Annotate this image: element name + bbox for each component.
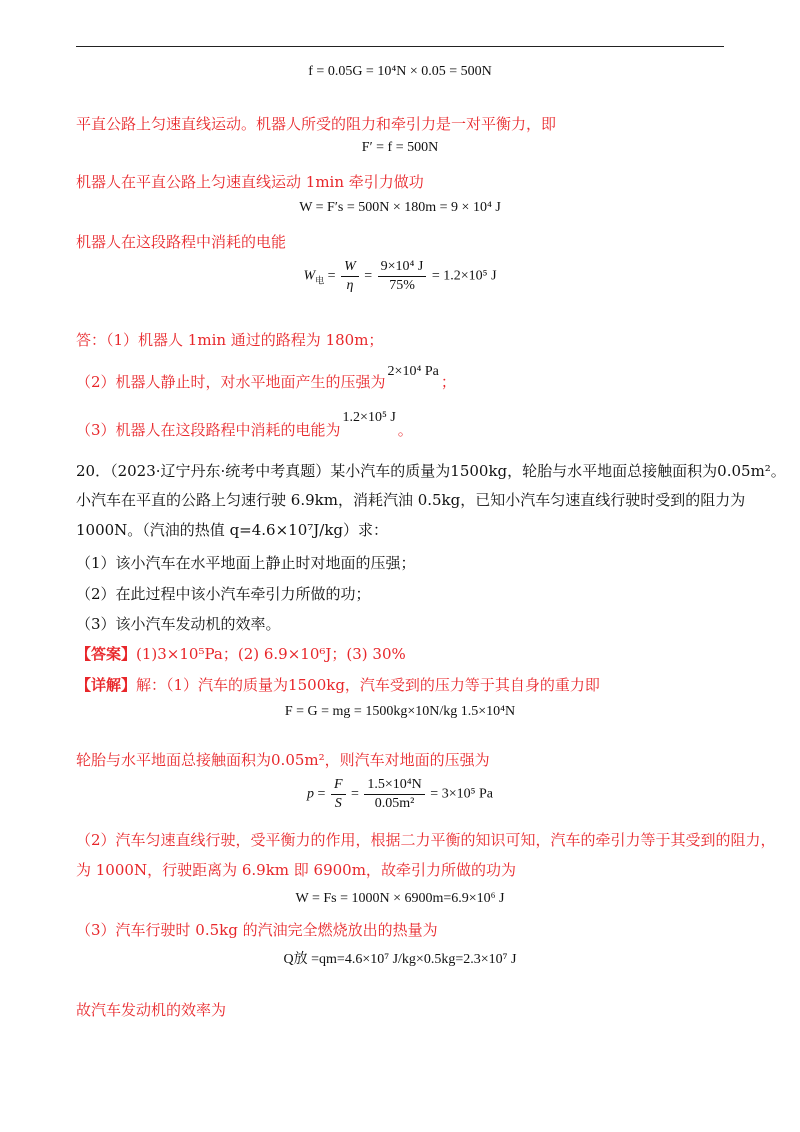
header-rule — [76, 46, 724, 47]
answer-2-suffix: ； — [440, 373, 456, 391]
explanation-text-1: 解：（1）汽车的质量为1500kg，汽车受到的压力等于其自身的重力即 — [136, 676, 600, 694]
work-formula: W = F′s = 500N × 180m = 9 × 10⁴ J — [299, 200, 501, 215]
pressure-frac1-den: S — [334, 796, 342, 811]
answer-line-2 — [76, 364, 456, 394]
traction-work-formula: W = Fs = 1000N × 6900m=6.9×10⁶ J — [295, 891, 505, 906]
explanation-line-4: 为 1000N，行驶距离为 6.9km 即 6900m，故牵引力所做的功为 — [76, 861, 516, 879]
friction-formula: f = 0.05G = 10⁴N × 0.05 = 500N — [308, 64, 492, 79]
pressure-frac-2 — [364, 776, 424, 813]
answer-label: 【答案】 — [76, 645, 137, 663]
pressure-result: = 3×10⁵ Pa — [430, 786, 493, 802]
question-line-3: 1000N。（汽油的热值 q=4.6×10⁷J/kg）求： — [76, 521, 389, 539]
explanation-line-1 — [76, 675, 600, 695]
energy-formula: $W_电$ = $\frac{W}{\eta}$ = $\frac{\text{9×10⁴ J}}{75\%}$ = 1.2×10⁵ J — [303, 259, 497, 293]
heat-formula: Q放 =qm=4.6×10⁷ J/kg×0.5kg=2.3×10⁷ J — [283, 952, 517, 967]
pressure-frac1-num: F — [331, 776, 346, 795]
pressure-frac2-den: 0.05m² — [374, 796, 415, 811]
answer-2-prefix: （2）机器人静止时，对水平地面产生的压强为 — [76, 373, 386, 391]
pressure-frac-1 — [331, 776, 346, 813]
pressure-formula: p = $\frac{F}{S}$ = $\frac{\text{1.5×10⁴N}}{\text{0.05m²}}$ = 3×10⁵ Pa — [307, 777, 493, 811]
energy-frac-2 — [378, 258, 427, 295]
explanation-line-3: （2）汽车匀速直线行驶，受平衡力的作用，根据二力平衡的知识可知，汽车的牵引力等于其受到的阻力， — [76, 831, 776, 849]
answer-line-3 — [76, 410, 413, 442]
question-sub-1: （1）该小汽车在水平地面上静止时对地面的压强； — [76, 554, 416, 572]
energy-lhs-sub: 电 — [315, 275, 325, 286]
answer-line — [76, 644, 406, 664]
weight-formula: F = G = mg = 1500kg×10N/kg 1.5×10⁴N — [284, 704, 516, 719]
energy-frac1-den: η — [346, 278, 354, 293]
energy-frac2-den: 75% — [389, 278, 415, 293]
explanation-line-6: 故汽车发动机的效率为 — [76, 1001, 227, 1019]
answer-3-value: 1.2×10⁵ J — [342, 410, 396, 425]
question-line-1: 20．（2023·辽宁丹东·统考中考真题）某小汽车的质量为1500kg，轮胎与水平地面总接触面积为0.05m²。 — [76, 462, 786, 480]
balance-text: 平直公路上匀速直线运动。机器人所受的阻力和牵引力是一对平衡力，即 — [76, 115, 557, 133]
answer-text: (1)3×10⁵Pa；(2) 6.9×10⁶J；(3) 30% — [136, 645, 406, 663]
energy-lhs: W — [303, 268, 316, 284]
work-text: 机器人在平直公路上匀速直线运动 1min 牵引力做功 — [76, 173, 424, 191]
answer-3-suffix: 。 — [397, 421, 413, 439]
pressure-lhs: p — [307, 786, 315, 802]
pressure-frac2-num: 1.5×10⁴N — [364, 776, 424, 795]
explanation-line-5: （3）汽车行驶时 0.5kg 的汽油完全燃烧放出的热量为 — [76, 921, 438, 939]
answer-3-prefix: （3）机器人在这段路程中消耗的电能为 — [76, 421, 341, 439]
answer-2-value: 2×10⁴ Pa — [387, 364, 439, 379]
question-sub-2: （2）在此过程中该小汽车牵引力所做的功； — [76, 585, 371, 603]
explanation-label: 【详解】 — [76, 676, 137, 694]
energy-text: 机器人在这段路程中消耗的电能 — [76, 233, 287, 251]
explanation-line-2: 轮胎与水平地面总接触面积为0.05m²，则汽车对地面的压强为 — [76, 751, 490, 769]
energy-frac-1 — [341, 258, 359, 295]
question-sub-3: （3）该小汽车发动机的效率。 — [76, 615, 281, 633]
energy-frac2-num: 9×10⁴ J — [378, 258, 427, 277]
traction-formula: F′ = f = 500N — [361, 140, 439, 155]
question-line-2: 小汽车在平直的公路上匀速行驶 6.9km，消耗汽油 0.5kg，已知小汽车匀速直线行驶时受到的阻力为 — [76, 491, 746, 509]
answer-line-1: 答：（1）机器人 1min 通过的路程为 180m； — [76, 331, 384, 349]
energy-result: = 1.2×10⁵ J — [431, 268, 497, 284]
energy-frac1-num: W — [341, 258, 359, 277]
